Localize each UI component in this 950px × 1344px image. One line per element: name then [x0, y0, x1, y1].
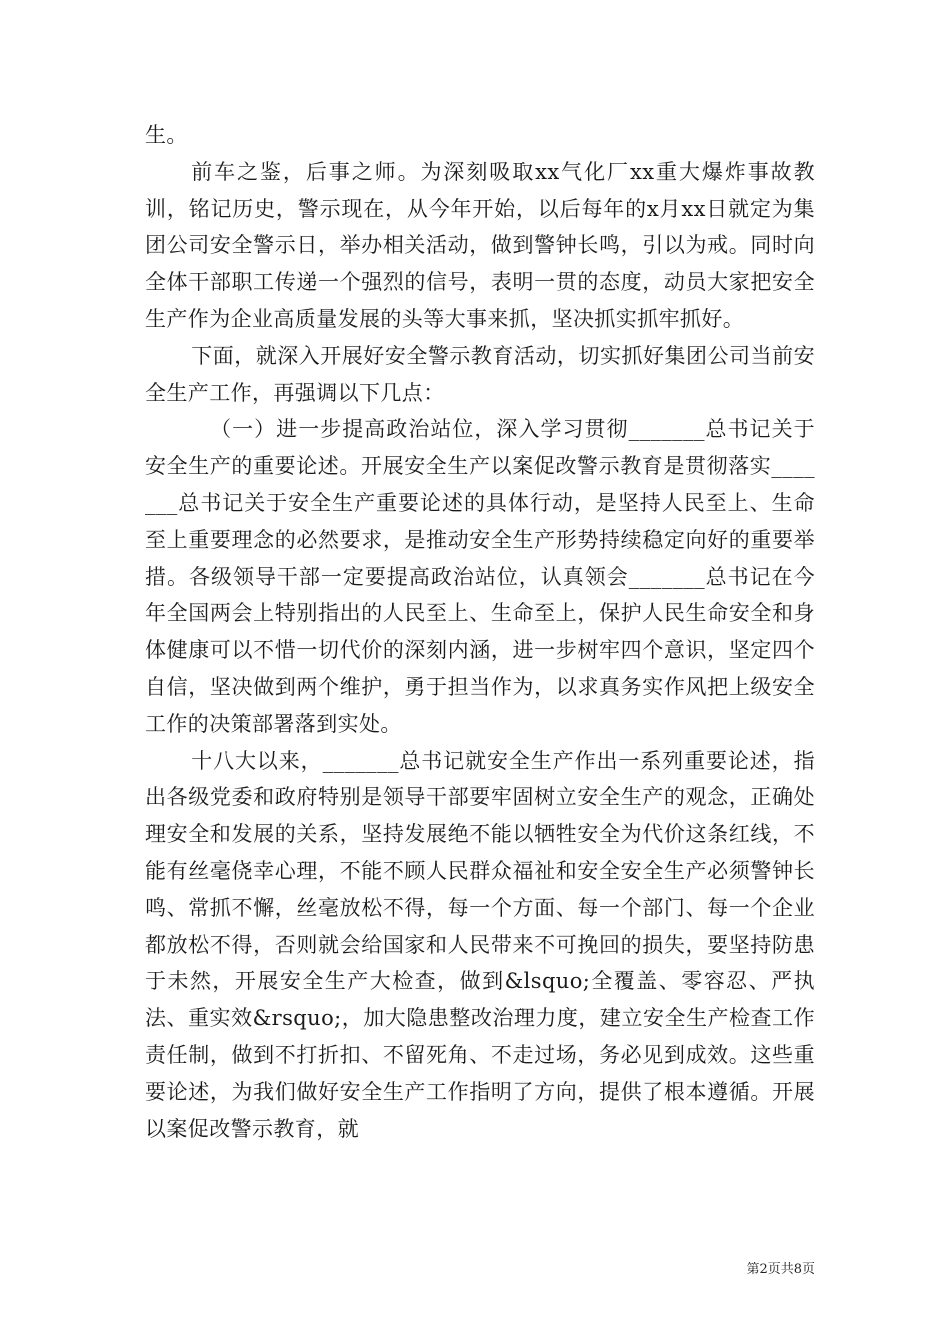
paragraph-continuation: 生。 [145, 123, 188, 147]
paragraph-lessons-learned: 前车之鉴，后事之师。为深刻吸取xx气化厂xx重大爆炸事故教训，铭记历史，警示现在，从今年开始，以后每年的x月xx日就定为集团公司安全警示日，举办相关活动，做到警钟长鸣，引以为戒。同时向全体干部职工传递一个强烈的信号，表明一贯的态度，动员大家把安全生产作为企业高质量发展的头等大事来抓，坚决抓实抓牢抓好。 [145, 159, 815, 331]
document-body [145, 117, 815, 1147]
paragraph-point-one: （一）进一步提高政治站位，深入学习贯彻_______总书记关于安全生产的重要论述。开展安全生产以案促改警示教育是贯彻落实_______总书记关于安全生产重要论述的具体行动，是坚持人民至上、生命至上重要理念的必然要求，是推动安全生产形势持续稳定向好的重要举措。各级领导干部一定要提高政治站位，认真领会_______总书记在今年全国两会上特别指出的人民至上、生命至上，保护人民生命安全和身体健康可以不惜一切代价的深刻内涵，进一步树牢四个意识，坚定四个自信，坚决做到两个维护，勇于担当作为，以求真务实作风把上级安全工作的决策部署落到实处。 [145, 417, 815, 736]
paragraph-introduction: 下面，就深入开展好安全警示教育活动，切实抓好集团公司当前安全生产工作，再强调以下几点： [145, 343, 815, 405]
page-number: 第2页共8页 [746, 1262, 815, 1277]
paragraph-since-eighteenth-congress: 十八大以来，_______总书记就安全生产作出一系列重要论述，指出各级党委和政府特别是领导干部要牢固树立安全生产的观念，正确处理安全和发展的关系，坚持发展绝不能以牺牲安全为代价这条红线，不能有丝毫侥幸心理，不能不顾人民群众福祉和安全安全生产必须警钟长鸣、常抓不懈，丝毫放松不得，每一个方面、每一个部门、每一个企业都放松不得，否则就会给国家和人民带来不可挽回的损失，要坚持防患于未然，开展安全生产大检查，做到&lsquo;全覆盖、零容忍、严执法、重实效&rsquo;，加大隐患整改治理力度，建立安全生产检查工作责任制，做到不打折扣、不留死角、不走过场，务必见到成效。这些重要论述，为我们做好安全生产工作指明了方向，提供了根本遵循。开展以案促改警示教育，就 [145, 748, 815, 1141]
